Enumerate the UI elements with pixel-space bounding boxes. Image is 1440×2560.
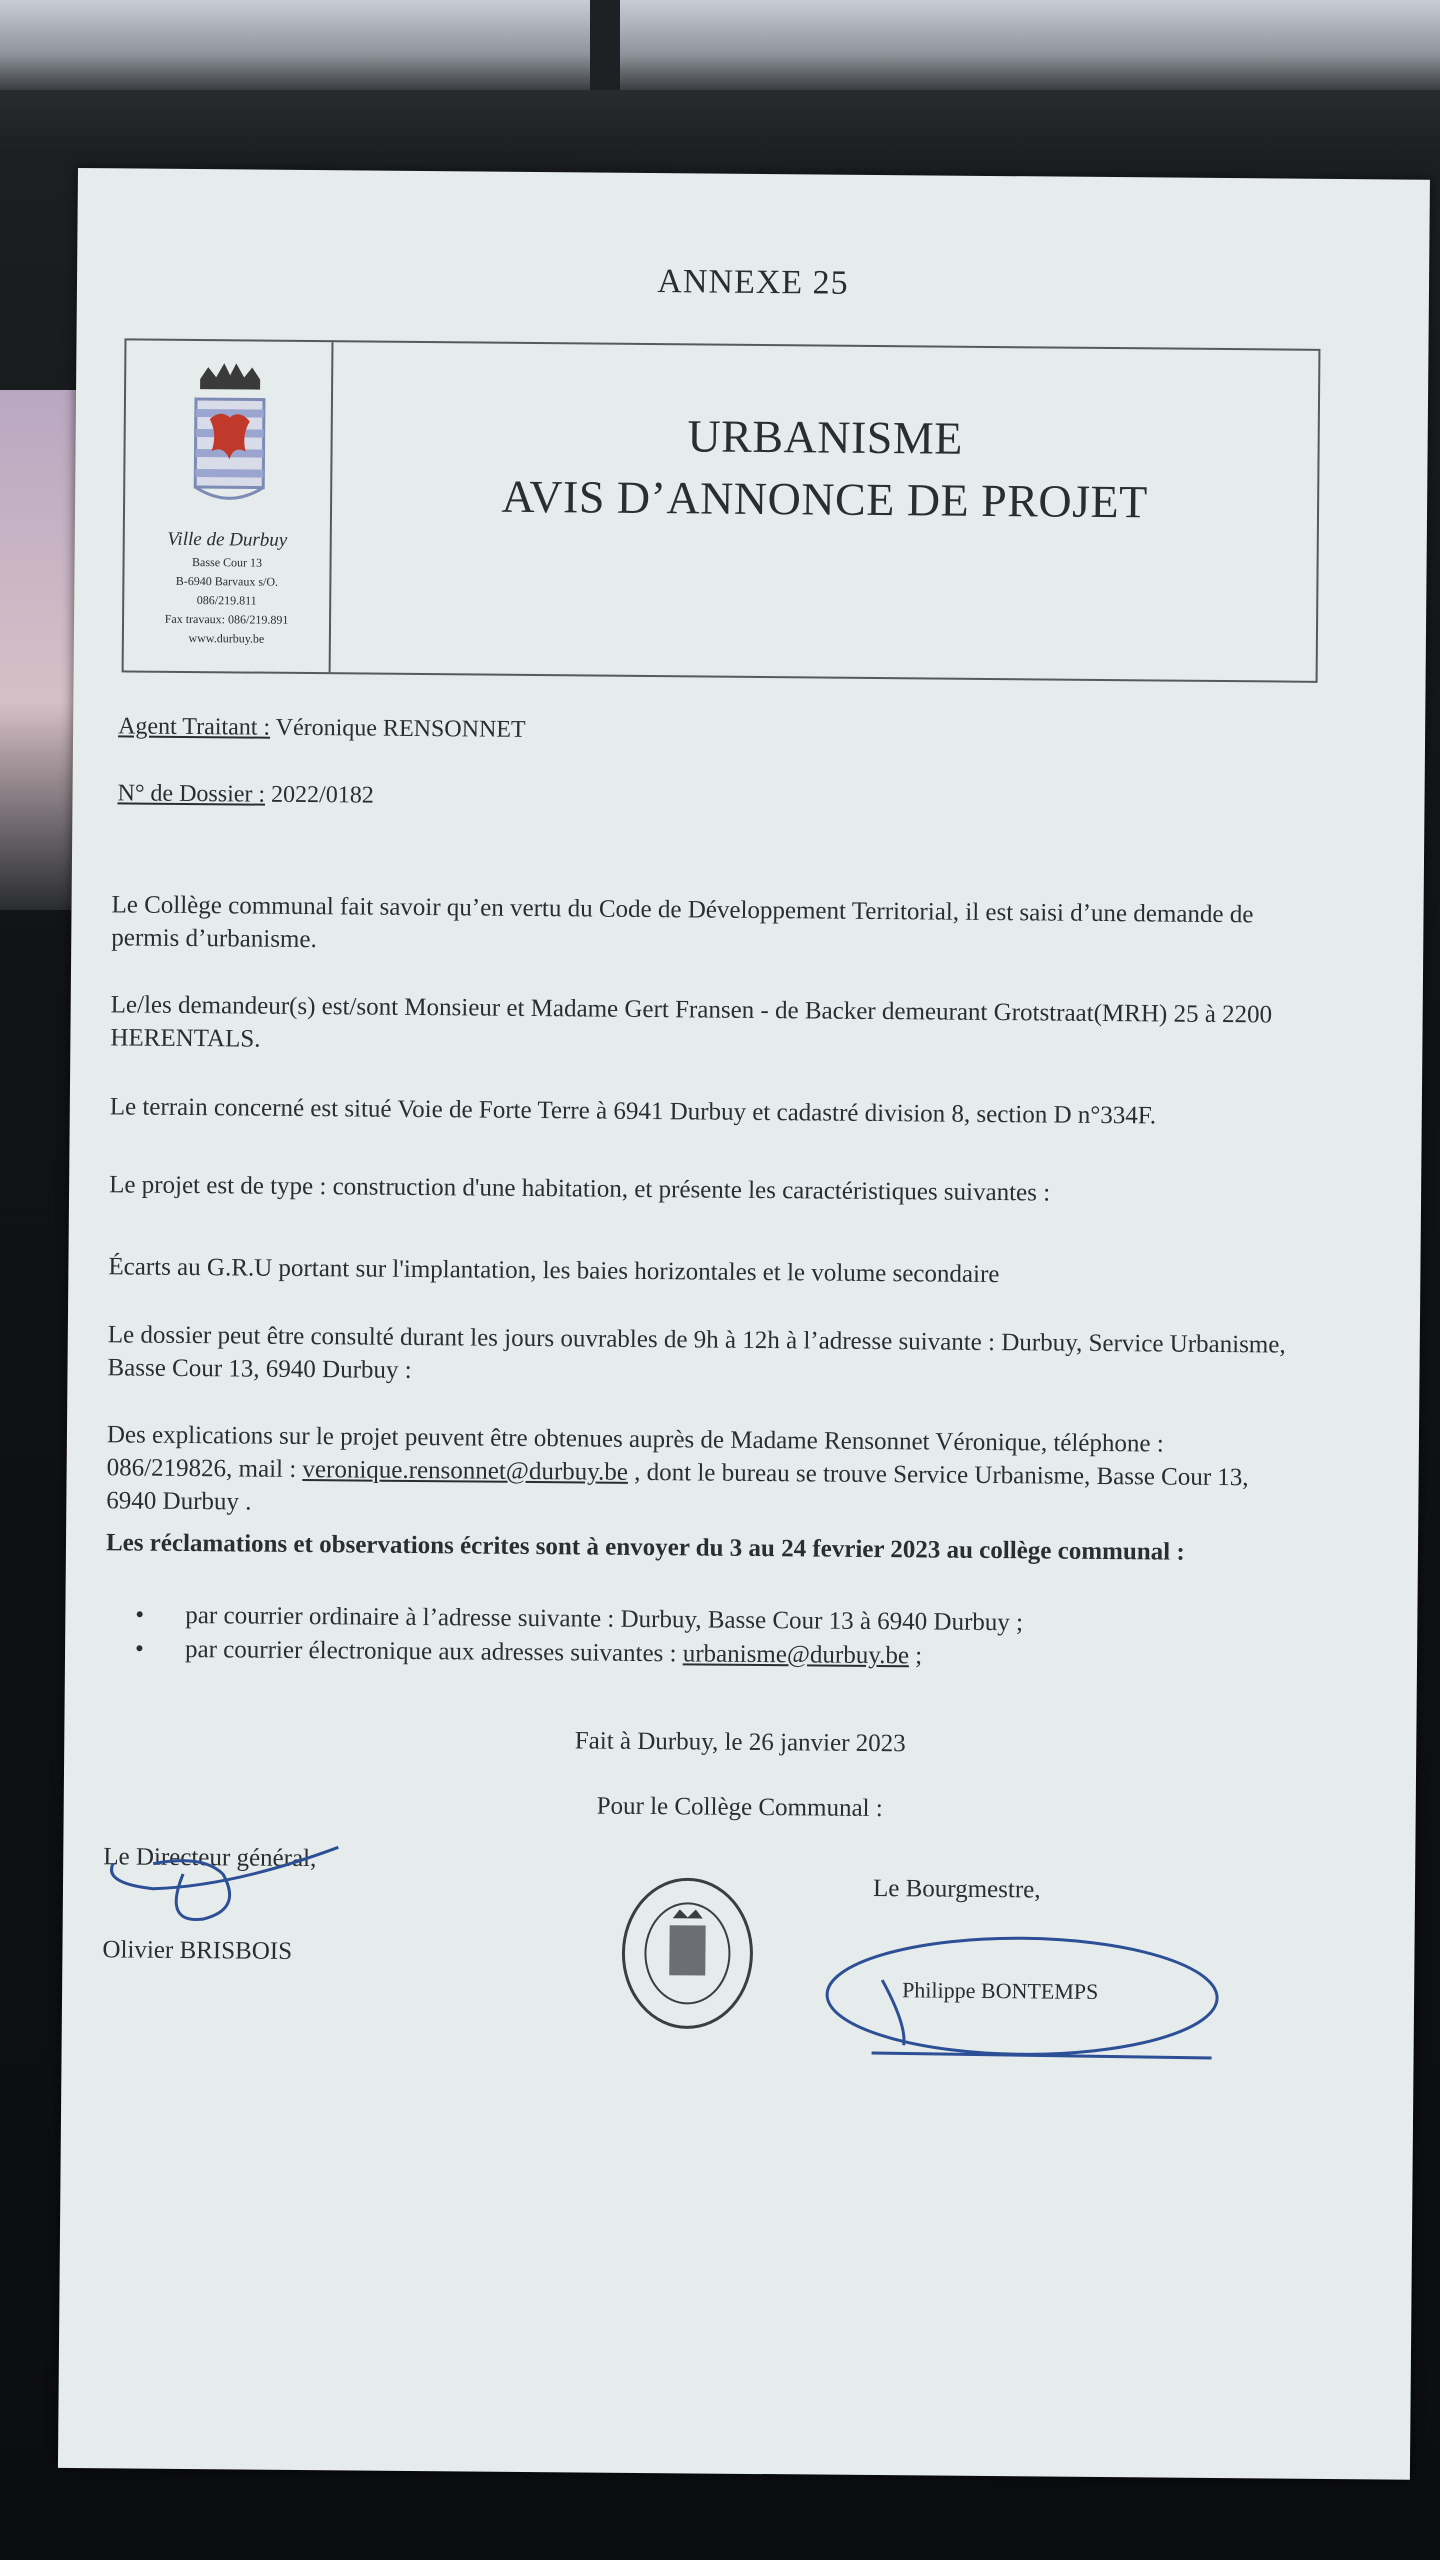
municipality-name: Ville de Durbuy	[167, 528, 288, 551]
dossier-label: N° de Dossier :	[117, 780, 266, 808]
list-item: • par courrier ordinaire à l’adresse suivante : Durbuy, Basse Cour 13 à 6940 Durbuy ;	[135, 1599, 1255, 1643]
title-line-2: AVIS D’ANNONCE DE PROJET	[501, 470, 1148, 528]
durbuy-crest-icon	[189, 359, 270, 510]
municipality-logo-cell	[124, 340, 334, 672]
paragraph-ecarts: Écarts au G.R.U portant sur l'implantation, les baies horizontales et le volume secondaire	[108, 1253, 1000, 1289]
annex-title: ANNEXE 25	[657, 263, 849, 302]
explications-text-end: , dont le bureau se trouve Service Urbanisme, Basse Cour 13, 6940 Durbuy .	[106, 1458, 1249, 1516]
paragraph-projet: Le projet est de type : construction d'une habitation, et présente les caractéristiques suivantes :	[109, 1171, 1051, 1207]
directeur-label: Le Directeur général,	[103, 1843, 317, 1873]
paragraph-explications	[106, 1418, 1287, 1527]
dossier-value: 2022/0182	[265, 781, 374, 809]
notice-title	[332, 402, 1318, 535]
paragraph-terrain: Le terrain concerné est situé Voie de Forte Terre à 6941 Durbuy et cadastré division 8, section D n°334F.	[109, 1093, 1157, 1130]
paragraph-reclamations: Les réclamations et observations écrites sont à envoyer du 3 au 24 fevrier 2023 au collège communal :	[105, 1529, 1185, 1566]
address-line: www.durbuy.be	[188, 630, 265, 646]
window-reflection	[0, 0, 1440, 90]
address-line: 086/219.811	[196, 593, 257, 608]
address-line: B-6940 Barvaux s/O.	[175, 573, 279, 589]
bourgmestre-label: Le Bourgmestre,	[872, 1875, 1041, 1904]
urbanisme-email-link[interactable]: urbanisme@durbuy.be	[682, 1640, 910, 1670]
agent-field	[118, 713, 526, 744]
directeur-signature	[93, 1823, 364, 1935]
directeur-name: Olivier BRISBOIS	[102, 1936, 293, 1965]
bullet-2-text: par courrier électronique aux adresses suivantes :	[184, 1635, 683, 1668]
paragraph-consultation: Le dossier peut être consulté durant les jours ouvrables de 9h à 12h à l’adresse suivante : Durbuy, Service Urbanisme, Basse Cour 13, 6940 Durbuy :	[107, 1321, 1286, 1384]
municipal-seal-icon	[617, 1873, 758, 2034]
paragraph-demandeurs: Le/les demandeur(s) est/sont Monsieur et Madame Gert Fransen - de Backer demeurant Grotstraat(MRH) 25 à 2200 HERENTALS.	[110, 991, 1273, 1053]
dossier-field	[117, 780, 373, 809]
notice-paper	[58, 168, 1430, 2480]
municipality-address	[124, 552, 330, 649]
paragraph-intro: Le Collège communal fait savoir qu’en vertu du Code de Développement Territorial, il est saisi d’une demande de permis d’urbanisme.	[111, 891, 1254, 954]
explications-text: Des explications sur le projet peuvent être obtenues auprès de Madame Rensonnet Véronique, téléphone : 086/219826, mail :	[106, 1421, 1164, 1484]
date-line: Fait à Durbuy, le 26 janvier 2023	[574, 1727, 906, 1758]
agent-label: Agent Traitant :	[118, 713, 271, 741]
address-line: Fax travaux: 086/219.891	[164, 611, 289, 627]
pour-college-line: Pour le Collège Communal :	[596, 1792, 883, 1823]
bourgmestre-name: Philippe BONTEMPS	[902, 1977, 1099, 2004]
window-frame	[590, 0, 620, 90]
agent-email-link[interactable]: veronique.rensonnet@durbuy.be	[302, 1456, 629, 1486]
address-line: Basse Cour 13	[192, 555, 263, 570]
title-line-1: URBANISME	[687, 410, 964, 464]
header-box	[122, 338, 1321, 682]
sky-reflection	[0, 390, 80, 910]
submission-methods-list	[135, 1599, 1256, 1677]
agent-value: Véronique RENSONNET	[270, 714, 526, 743]
bullet-2-end: ;	[908, 1642, 923, 1670]
